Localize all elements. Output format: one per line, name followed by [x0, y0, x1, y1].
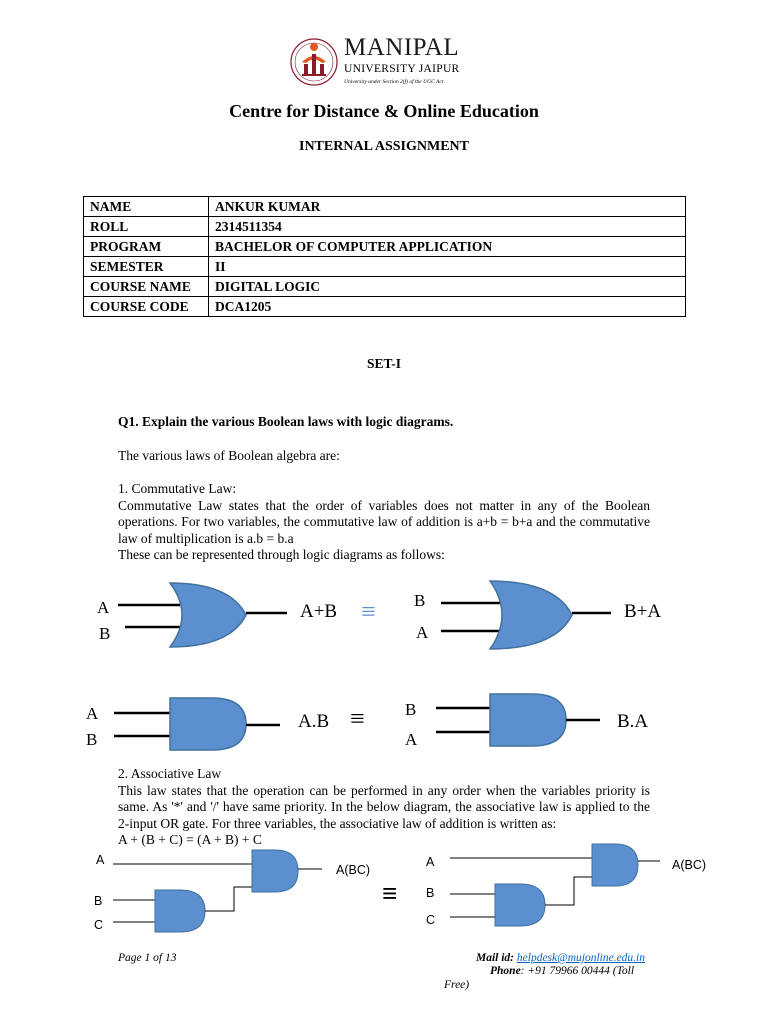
- or-right-output: B+A: [624, 601, 662, 622]
- and-left-input-a: A: [86, 704, 99, 723]
- associative-body: This law states that the operation can be performed in any order when the variables priority is same. As '*' and '/' have same priority. In the below diagram, the associative law is applied to the 2-input OR gate. For three variables, the associative law of addition is written as:: [118, 782, 650, 831]
- info-row: [84, 217, 686, 237]
- intro-text: The various laws of Boolean algebra are:: [118, 448, 340, 463]
- info-key: ROLL: [84, 217, 209, 237]
- or-left-output: A+B: [300, 601, 338, 622]
- info-row: [84, 277, 686, 297]
- set-title: SET-I: [366, 356, 402, 371]
- info-value: BACHELOR OF COMPUTER APPLICATION: [209, 237, 686, 257]
- info-row: [84, 297, 686, 317]
- commutative-after: These can be represented through logic diagrams as follows:: [118, 547, 445, 562]
- equiv-or: ≡: [361, 597, 376, 626]
- commutative-title: 1. Commutative Law:: [118, 481, 237, 496]
- document-type: INTERNAL ASSIGNMENT: [299, 139, 469, 154]
- info-key: PROGRAM: [84, 237, 209, 257]
- info-key: COURSE CODE: [84, 297, 209, 317]
- question-heading: Q1. Explain the various Boolean laws with logic diagrams.: [118, 414, 454, 429]
- info-row: [84, 197, 686, 217]
- logo-tagline: University under Section 2(f) of the UGC Act: [344, 79, 444, 85]
- info-key: COURSE NAME: [84, 277, 209, 297]
- info-value: II: [209, 257, 686, 277]
- assoc-right-inner-gate-icon: [495, 884, 545, 926]
- info-row: [84, 257, 686, 277]
- assoc-left-outer-gate-icon: [252, 850, 298, 892]
- info-value: ANKUR KUMAR: [209, 197, 686, 217]
- assoc-right-output: A(BC): [672, 858, 707, 872]
- commutative-body: Commutative Law states that the order of variables does not matter in any of the Boolean operations. For two variables, the commutative law of addition is a+b = b+a and the commutative law of multiplication is a.b = b.a: [118, 497, 650, 546]
- info-key: SEMESTER: [84, 257, 209, 277]
- info-value: DCA1205: [209, 297, 686, 317]
- and-right-output: B.A: [617, 711, 649, 732]
- and-gate-left-icon: [170, 698, 246, 750]
- or-gate-left-icon: [170, 583, 246, 647]
- assoc-right-a: A: [426, 855, 435, 869]
- or-right-input-b: B: [414, 591, 426, 610]
- or-left-input-a: A: [97, 598, 110, 617]
- centre-title: Centre for Distance & Online Education: [229, 101, 539, 121]
- assoc-left-inner-gate-icon: [155, 890, 205, 932]
- assoc-right-c: C: [426, 913, 436, 927]
- and-gate-right-icon: [490, 694, 566, 746]
- commutative-section: [118, 481, 650, 564]
- and-left-input-b: B: [86, 730, 98, 749]
- student-info-table: [83, 196, 686, 317]
- phone-line-cont: Free): [444, 979, 470, 991]
- university-logo: [288, 30, 488, 90]
- page-number: Page 1 of 13: [118, 952, 177, 964]
- info-value: DIGITAL LOGIC: [209, 277, 686, 297]
- manipal-emblem-icon: [288, 32, 340, 92]
- assoc-equiv: ≡: [382, 878, 398, 908]
- and-left-output: A.B: [298, 711, 330, 732]
- associative-section: [118, 766, 650, 849]
- associative-diagram: [0, 842, 768, 942]
- or-left-input-b: B: [99, 624, 111, 643]
- associative-title: 2. Associative Law: [118, 766, 222, 781]
- equiv-and: ≡: [350, 704, 365, 733]
- or-right-input-a: A: [416, 623, 429, 642]
- info-row: [84, 237, 686, 257]
- info-key: NAME: [84, 197, 209, 217]
- assoc-right-outer-gate-icon: [592, 844, 638, 886]
- mail-line: Mail id: helpdesk@mujonline.edu.in: [476, 952, 645, 964]
- logo-subtitle: UNIVERSITY JAIPUR: [344, 63, 460, 75]
- and-right-input-b: B: [405, 700, 417, 719]
- assoc-left-a: A: [96, 853, 105, 867]
- phone-line: Phone: +91 79966 00444 (Toll: [490, 965, 635, 977]
- assoc-left-output: A(BC): [336, 863, 371, 877]
- helpdesk-email-link[interactable]: helpdesk@mujonline.edu.in: [516, 952, 645, 964]
- associative-formula: A + (B + C) = (A + B) + C: [118, 832, 262, 847]
- commutative-diagram: [0, 575, 768, 755]
- logo-name: MANIPAL: [344, 34, 460, 61]
- assoc-left-b: B: [94, 894, 103, 908]
- or-gate-right-icon: [490, 581, 572, 649]
- assoc-left-c: C: [94, 918, 104, 932]
- info-value: 2314511354: [209, 217, 686, 237]
- and-right-input-a: A: [405, 730, 418, 749]
- assoc-right-b: B: [426, 886, 435, 900]
